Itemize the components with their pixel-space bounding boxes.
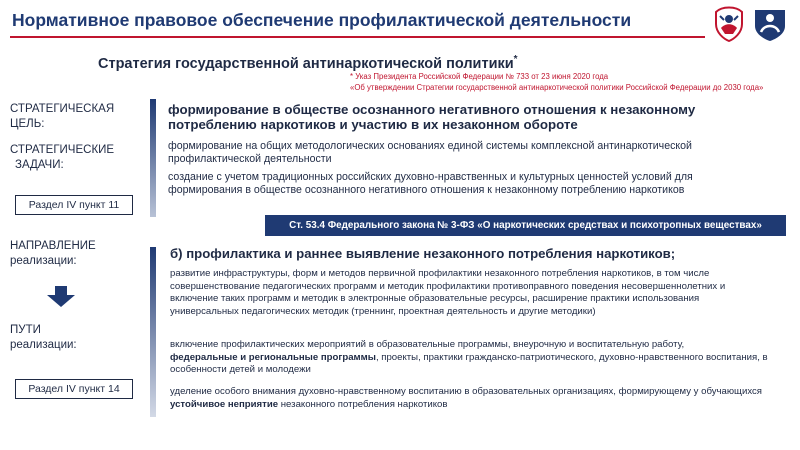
decree-line-1: * Указ Президента Российской Федерации № 733 от 23 июня 2020 года (350, 72, 609, 81)
way2-text-b: , проекты, практики гражданско-патриотического, духовно-нравственного воспитания, в особенности детей и молодежи (170, 351, 768, 376)
way2-text-a: включение профилактических мероприятий в образовательные программы, внеурочную и воспитательную работу, (170, 339, 685, 350)
ways-label (10, 323, 77, 353)
way2-bold-text: федеральные и региональные программы (170, 351, 376, 363)
tasks-label-line2: ЗАДАЧИ: (15, 159, 64, 171)
title-divider (10, 36, 705, 38)
strategic-tasks-label (10, 143, 114, 173)
way3-text-b: незаконного потребления наркотиков (278, 398, 448, 410)
way3-text-a: уделение особого внимания духовно-нравственному воспитанию в образовательных организациях, формирующему у обучающихся (170, 386, 762, 397)
page-title: Нормативное правовое обеспечение профилактической деятельности (12, 10, 632, 30)
ways-label-line1: ПУТИ (10, 324, 41, 336)
federal-law-banner: Ст. 53.4 Федерального закона № 3-ФЗ «О наркотических средствах и психотропных веществах» (265, 215, 786, 236)
strategic-goal-text: формирование в обществе осознанного негативного отношения к незаконному потреблению наркотиков и участию в их незаконном обороте (168, 102, 696, 132)
section-ref-14: Раздел IV пункт 14 (15, 379, 133, 399)
way-paragraph-3 (170, 386, 770, 411)
subtitle-text: Стратегия государственной антинаркотической политики (98, 55, 514, 72)
footnote-mark: * (513, 54, 518, 65)
tasks-label-line1: СТРАТЕГИЧЕСКИЕ (10, 144, 115, 156)
direction-label (10, 239, 96, 269)
strategy-subtitle (98, 54, 518, 72)
ways-accent-bar (150, 247, 156, 417)
strategic-goal-label (10, 102, 114, 132)
direction-label-line1: НАПРАВЛЕНИЕ (10, 240, 96, 252)
ministry-logo-icon (712, 6, 746, 42)
direction-text: б) профилактика и раннее выявление незаконного потребления наркотиков; (170, 246, 676, 261)
way3-bold-text: устойчивое неприятие (170, 398, 279, 410)
arrow-down-icon (45, 286, 77, 308)
goal-label-line2: ЦЕЛЬ: (10, 118, 45, 130)
way-paragraph-1: развитие инфраструктуры, форм и методов первичной профилактики незаконного потребления наркотиков, в том числе совершенствование педагогических программ и методик профилактики противоправного поведения несовершеннолетних и включение таких программ и методик в электронные образовательные ресурсы, расширение практики использования универсальных педагогических методик (треннинг, проектная деятельность и другие методики) (170, 268, 726, 317)
goal-label-line1: СТРАТЕГИЧЕСКАЯ (10, 103, 115, 115)
strategic-task-1: формирование на общих методологических основаниях единой системы комплексной антинаркотической профилактической деятельности (168, 140, 692, 165)
decree-line-2: «Об утверждении Стратегии государственной антинаркотической политики Российской Федерации до 2030 года» (350, 83, 764, 92)
decree-footnote (350, 71, 763, 93)
direction-label-line2: реализации: (10, 255, 77, 267)
strategic-task-2: создание с учетом традиционных российских духовно-нравственных и культурных ценностей условий для формирования в обществе осознанного негативного отношения к незаконному потреблению наркотиков (168, 171, 693, 196)
goal-accent-bar (150, 99, 156, 217)
section-ref-11: Раздел IV пункт 11 (15, 195, 133, 215)
ways-label-line2: реализации: (10, 339, 77, 351)
way-paragraph-2 (170, 339, 770, 377)
emblem-logo-icon (752, 6, 786, 42)
